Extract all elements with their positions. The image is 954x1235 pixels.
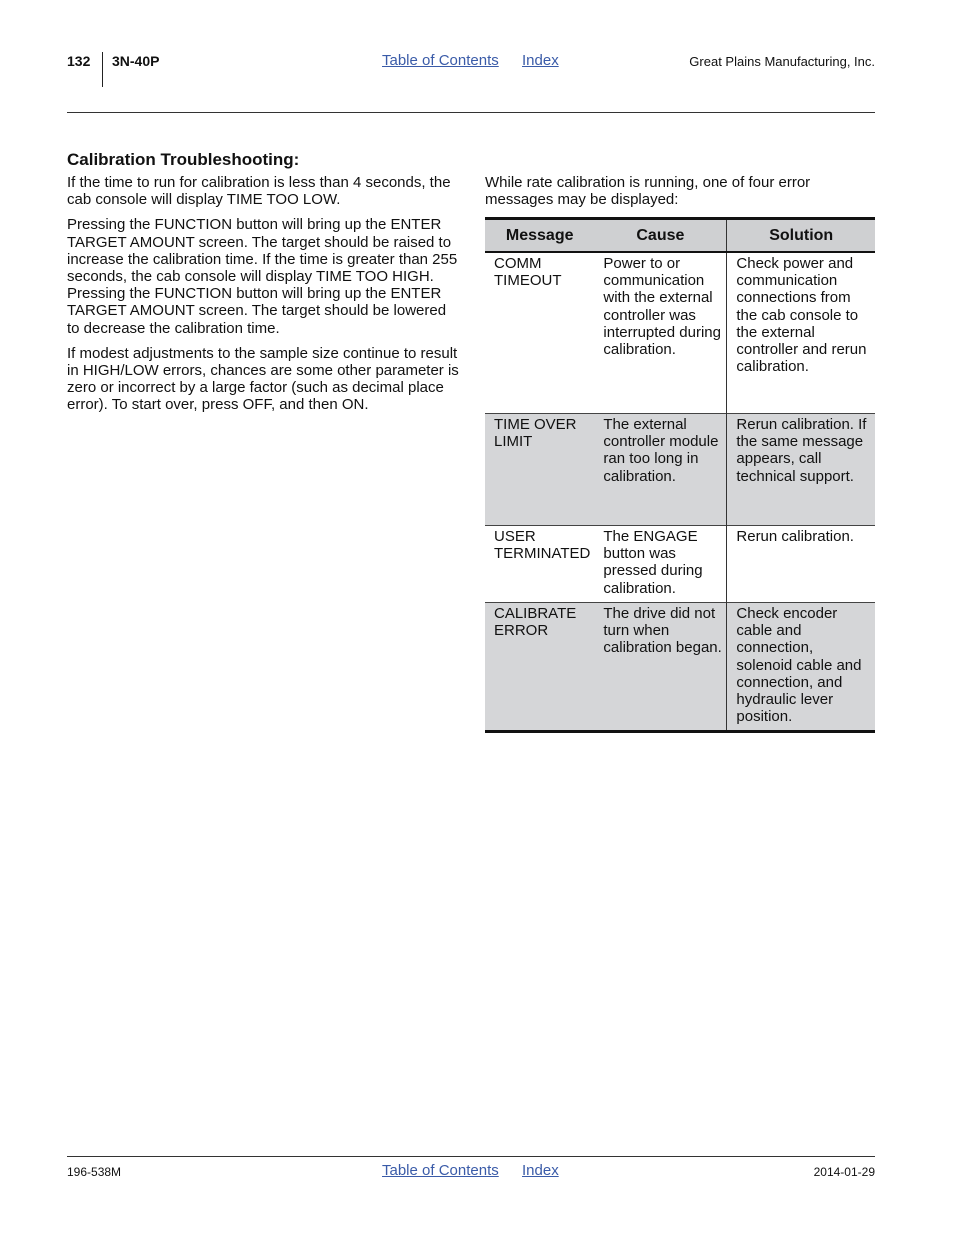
solution-cell: Rerun calibration.: [727, 526, 875, 603]
message-cell: COMM TIMEOUT: [494, 255, 562, 290]
solution-cell: Rerun calibration. If the same message appears, call technical support.: [727, 414, 875, 526]
paragraph: If modest adjustments to the sample size continue to result in HIGH/LOW errors, chances are some other parameter is zero or incorrect by a large factor (such as decimal place error). To start over, press OFF, and then ON.: [67, 344, 459, 414]
header-divider: [102, 52, 103, 87]
cause-cell: The external controller module ran too long in calibration.: [594, 414, 727, 526]
table-row: [485, 414, 875, 526]
message-cell: TIME OVER LIMIT: [485, 414, 594, 526]
cause-cell: Power to or communication with the external controller was interrupted during calibration.: [603, 255, 721, 359]
solution-cell: Check encoder cable and connection, solenoid cable and connection, and hydraulic lever position.: [727, 603, 875, 732]
doc-number: 196-538M: [67, 1165, 122, 1179]
table-row: [485, 526, 875, 603]
message-cell: CALIBRATE ERROR: [485, 603, 594, 732]
company-name: Great Plains Manufacturing, Inc.: [689, 54, 875, 69]
message-cell: USER TERMINATED: [485, 526, 594, 603]
table-row: [485, 252, 875, 414]
solution-cell: Check power and communication connections from the cab console to the external controller and rerun calibration.: [727, 252, 875, 414]
header-toc-link[interactable]: Table of Contents: [382, 52, 499, 69]
page-number: 132: [67, 53, 91, 69]
footer-rule: [67, 1156, 875, 1157]
header-cause: Cause: [594, 219, 727, 253]
footer-toc-link[interactable]: Table of Contents: [382, 1162, 499, 1179]
header-rule: [67, 112, 875, 113]
table-header-row: [485, 219, 875, 253]
model-name: 3N-40P: [112, 53, 160, 69]
header-index-link[interactable]: Index: [522, 52, 559, 69]
error-messages-table: [485, 217, 875, 733]
table-intro: While rate calibration is running, one of four error messages may be displayed:: [485, 174, 811, 209]
paragraph: Pressing the FUNCTION button will bring up the ENTER TARGET AMOUNT screen. The target should be raised to increase the calibration time. If the time is greater than 255 seconds, the cab console will display TIME TOO HIGH. Pressing the FUNCTION button will bring up the ENTER TARGET AMOUNT screen. The target should be lowered to decrease the calibration time.: [67, 216, 458, 337]
header-solution: Solution: [727, 219, 875, 253]
body-text: [67, 174, 459, 422]
cause-cell: The drive did not turn when calibration began.: [594, 603, 727, 732]
table-row: [485, 603, 875, 732]
cause-cell: The ENGAGE button was pressed during calibration.: [594, 526, 727, 603]
paragraph: If the time to run for calibration is less than 4 seconds, the cab console will display TIME TOO LOW.: [67, 174, 451, 209]
header-message: Message: [485, 219, 594, 253]
footer-index-link[interactable]: Index: [522, 1162, 559, 1179]
section-title: Calibration Troubleshooting:: [67, 150, 300, 169]
doc-date: 2014-01-29: [813, 1165, 875, 1179]
